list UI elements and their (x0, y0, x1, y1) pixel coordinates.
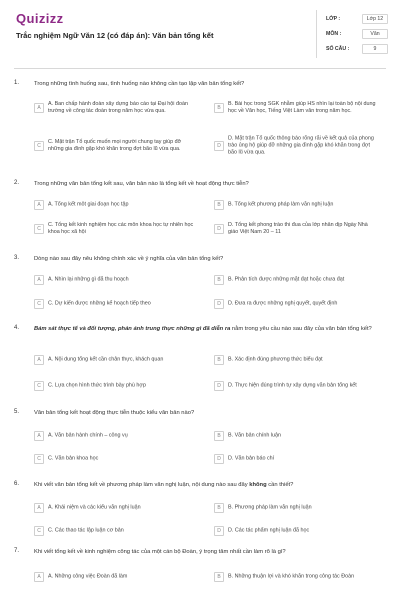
question-number: 1. (14, 80, 20, 86)
option-text: C. Tổng kết kinh nghiệm học các môn khoa học tự nhiên học khoa học xã hội (48, 222, 194, 235)
question-number: 4. (14, 325, 20, 331)
option-b[interactable] (214, 269, 394, 291)
option-c[interactable] (34, 449, 214, 469)
option-a[interactable] (34, 498, 214, 518)
option-text: D. Mặt trận Tổ quốc thông báo rõng rãi về kết quả của phong trào ủng hộ giúp đỡ những gia đình gặp khó khăn trong đợt bão lũ vừa qua. (228, 135, 374, 156)
option-text: B. Phương pháp làm văn nghị luận (228, 504, 312, 511)
option-a[interactable] (34, 269, 214, 291)
option-text: B. Xác định đúng phương thức biểu đạt (228, 356, 323, 363)
question-number: 6. (14, 481, 20, 487)
option-b[interactable] (214, 566, 394, 588)
option-text: D. Tổng kết phong trào thi đua của lớp nhân dịp Ngày Nhà giáo Việt Nam 20 – 11 (228, 222, 368, 235)
option-text: A. Những công việc Đoàn đã làm (48, 573, 128, 580)
option-letter-box: A (34, 200, 44, 210)
option-letter-box: A (34, 275, 44, 285)
option-letter-box: B (214, 103, 224, 113)
question-emphasis: không (249, 482, 267, 488)
option-text: B. Văn bản chính luận (228, 432, 282, 439)
option-text: A. Khái niệm và các kiểu văn nghị luận (48, 504, 141, 511)
quizizz-logo: Quizizz (16, 11, 64, 26)
question-text-end: cần thiết? (266, 482, 294, 488)
option-letter-box: A (34, 431, 44, 441)
option-text: D. Các tác phẩm nghị luận đã học (228, 527, 310, 534)
option-a[interactable] (34, 426, 214, 446)
option-a[interactable] (34, 349, 214, 371)
question-emphasis: Bám sát thực tế và đối tượng, phản ánh trung thực những gì đã diễn ra (34, 326, 231, 332)
option-c[interactable] (34, 132, 214, 160)
question-number: 2. (14, 180, 20, 186)
option-letter-box: D (214, 526, 224, 536)
option-letter-box: D (214, 224, 224, 234)
option-text: D. Thực hiện đúng trình tự xây dựng văn bản tổng kết (228, 382, 357, 389)
meta-grade-label: LỚP : (326, 16, 341, 22)
option-letter-box: D (214, 141, 224, 151)
question-text: Khi viết tổng kết về kinh nghiệm công tác của một cán bộ Đoàn, ý trọng tâm nhất cần làm rõ là gì? (34, 549, 286, 555)
option-a[interactable] (34, 194, 214, 216)
option-b[interactable] (214, 426, 394, 446)
option-letter-box: D (214, 454, 224, 464)
question-number: 7. (14, 548, 20, 554)
option-letter-box: C (34, 224, 44, 234)
option-letter-box: B (214, 275, 224, 285)
option-text: B. Bài học trong SGK nhằm giúp HS nhìn lại toàn bộ nội dung học về Văn học, Tiếng Việt Làm văn trong năm học. (228, 101, 376, 114)
worksheet-header (0, 0, 400, 68)
option-c[interactable] (34, 293, 214, 315)
question-text (34, 325, 386, 334)
option-text: A. Ban chấp hành đoàn xây dựng báo cáo tại Đại hội đoàn trường về công tác đoàn trong năm học vừa qua. (48, 101, 188, 114)
option-text: B. Những thuận lợi và khó khăn trong công tác Đoàn (228, 573, 355, 580)
option-letter-box: A (34, 103, 44, 113)
option-a[interactable] (34, 566, 214, 588)
option-letter-box: A (34, 355, 44, 365)
option-text: B. Phân tích được những mặt đạt hoặc chưa đạt (228, 276, 345, 283)
option-letter-box: D (214, 381, 224, 391)
option-c[interactable] (34, 218, 214, 240)
option-a[interactable] (34, 94, 214, 122)
option-text: C. Lựa chọn hình thức trình bày phù hợp (48, 382, 146, 389)
option-letter-box: D (214, 299, 224, 309)
option-text: D. Đưa ra được những nghị quyết, quyết định (228, 300, 338, 307)
meta-grade (326, 14, 390, 25)
question-text: Dòng nào sau đây nêu không chính xác về ý nghĩa của văn bản tổng kết? (34, 256, 224, 262)
option-b[interactable] (214, 94, 394, 122)
option-text: B. Tổng kết phương pháp làm văn nghị luận (228, 201, 334, 208)
question-text: Văn bản tổng kết hoạt động thực tiễn thuộc kiểu văn bản nào? (34, 410, 195, 416)
header-separator (14, 68, 386, 69)
option-text: C. Dự kiến được những kế hoạch tiếp theo (48, 300, 151, 307)
option-text: A. Nội dung tổng kết cần chân thực, khách quan (48, 356, 164, 363)
option-letter-box: B (214, 503, 224, 513)
question-text-start: Khi viết văn bản tổng kết về phương pháp làm văn nghị luận, nội dung nào sau đây (34, 482, 250, 488)
option-b[interactable] (214, 349, 394, 371)
question-text: Trong những văn bản tổng kết sau, văn bản nào là tổng kết về hoạt động thực tiễn? (34, 181, 249, 187)
option-text: D. Văn bản báo chí (228, 455, 275, 462)
question-text-rest: nằm trong yêu cầu nào sau đây của văn bản tổng kết? (230, 326, 372, 332)
option-text: C. Văn bản khoa học (48, 455, 99, 462)
option-b[interactable] (214, 498, 394, 518)
option-text: A. Nhìn lại những gì đã thu hoạch (48, 276, 129, 283)
option-d[interactable] (214, 375, 394, 397)
option-d[interactable] (214, 521, 394, 541)
meta-count-label: SỐ CÂU : (326, 46, 350, 52)
option-letter-box: C (34, 381, 44, 391)
option-text: A. Văn bản hành chính – công vụ (48, 432, 128, 439)
worksheet-title: Trắc nghiệm Ngữ Văn 12 (có đáp án): Văn bản tổng kết (16, 31, 214, 40)
option-c[interactable] (34, 521, 214, 541)
option-d[interactable] (214, 132, 394, 160)
option-letter-box: B (214, 200, 224, 210)
option-text: A. Tổng kết môt giai đoạn học tập (48, 201, 129, 208)
option-d[interactable] (214, 293, 394, 315)
option-letter-box: A (34, 503, 44, 513)
option-d[interactable] (214, 449, 394, 469)
meta-grade-value: Lớp 12 (362, 14, 388, 24)
meta-count (326, 44, 390, 55)
option-letter-box: C (34, 454, 44, 464)
option-letter-box: C (34, 526, 44, 536)
option-letter-box: B (214, 355, 224, 365)
option-letter-box: C (34, 141, 44, 151)
option-letter-box: A (34, 572, 44, 582)
question-text: Trong những tình huống sau, tình huống nào không cần tạo lập văn bản tổng kết? (34, 81, 245, 87)
header-divider (316, 10, 317, 58)
option-letter-box: B (214, 431, 224, 441)
option-letter-box: B (214, 572, 224, 582)
meta-subject-value: Văn (362, 29, 388, 39)
option-text: C. Các thao tác lập luận cơ bản (48, 527, 124, 534)
question-text (34, 481, 386, 490)
question-number: 3. (14, 255, 20, 261)
option-text: C. Mặt trận Tổ quốc muốn mọi người chung tay giúp đỡ những gia đình gặp khó khăn trong đợt bão lũ vừa qua. (48, 139, 182, 152)
meta-subject (326, 29, 390, 40)
option-c[interactable] (34, 375, 214, 397)
option-b[interactable] (214, 194, 394, 216)
option-d[interactable] (214, 218, 394, 240)
meta-count-value: 9 (362, 44, 388, 54)
meta-subject-label: MÔN : (326, 31, 342, 37)
option-letter-box: C (34, 299, 44, 309)
question-number: 5. (14, 409, 20, 415)
